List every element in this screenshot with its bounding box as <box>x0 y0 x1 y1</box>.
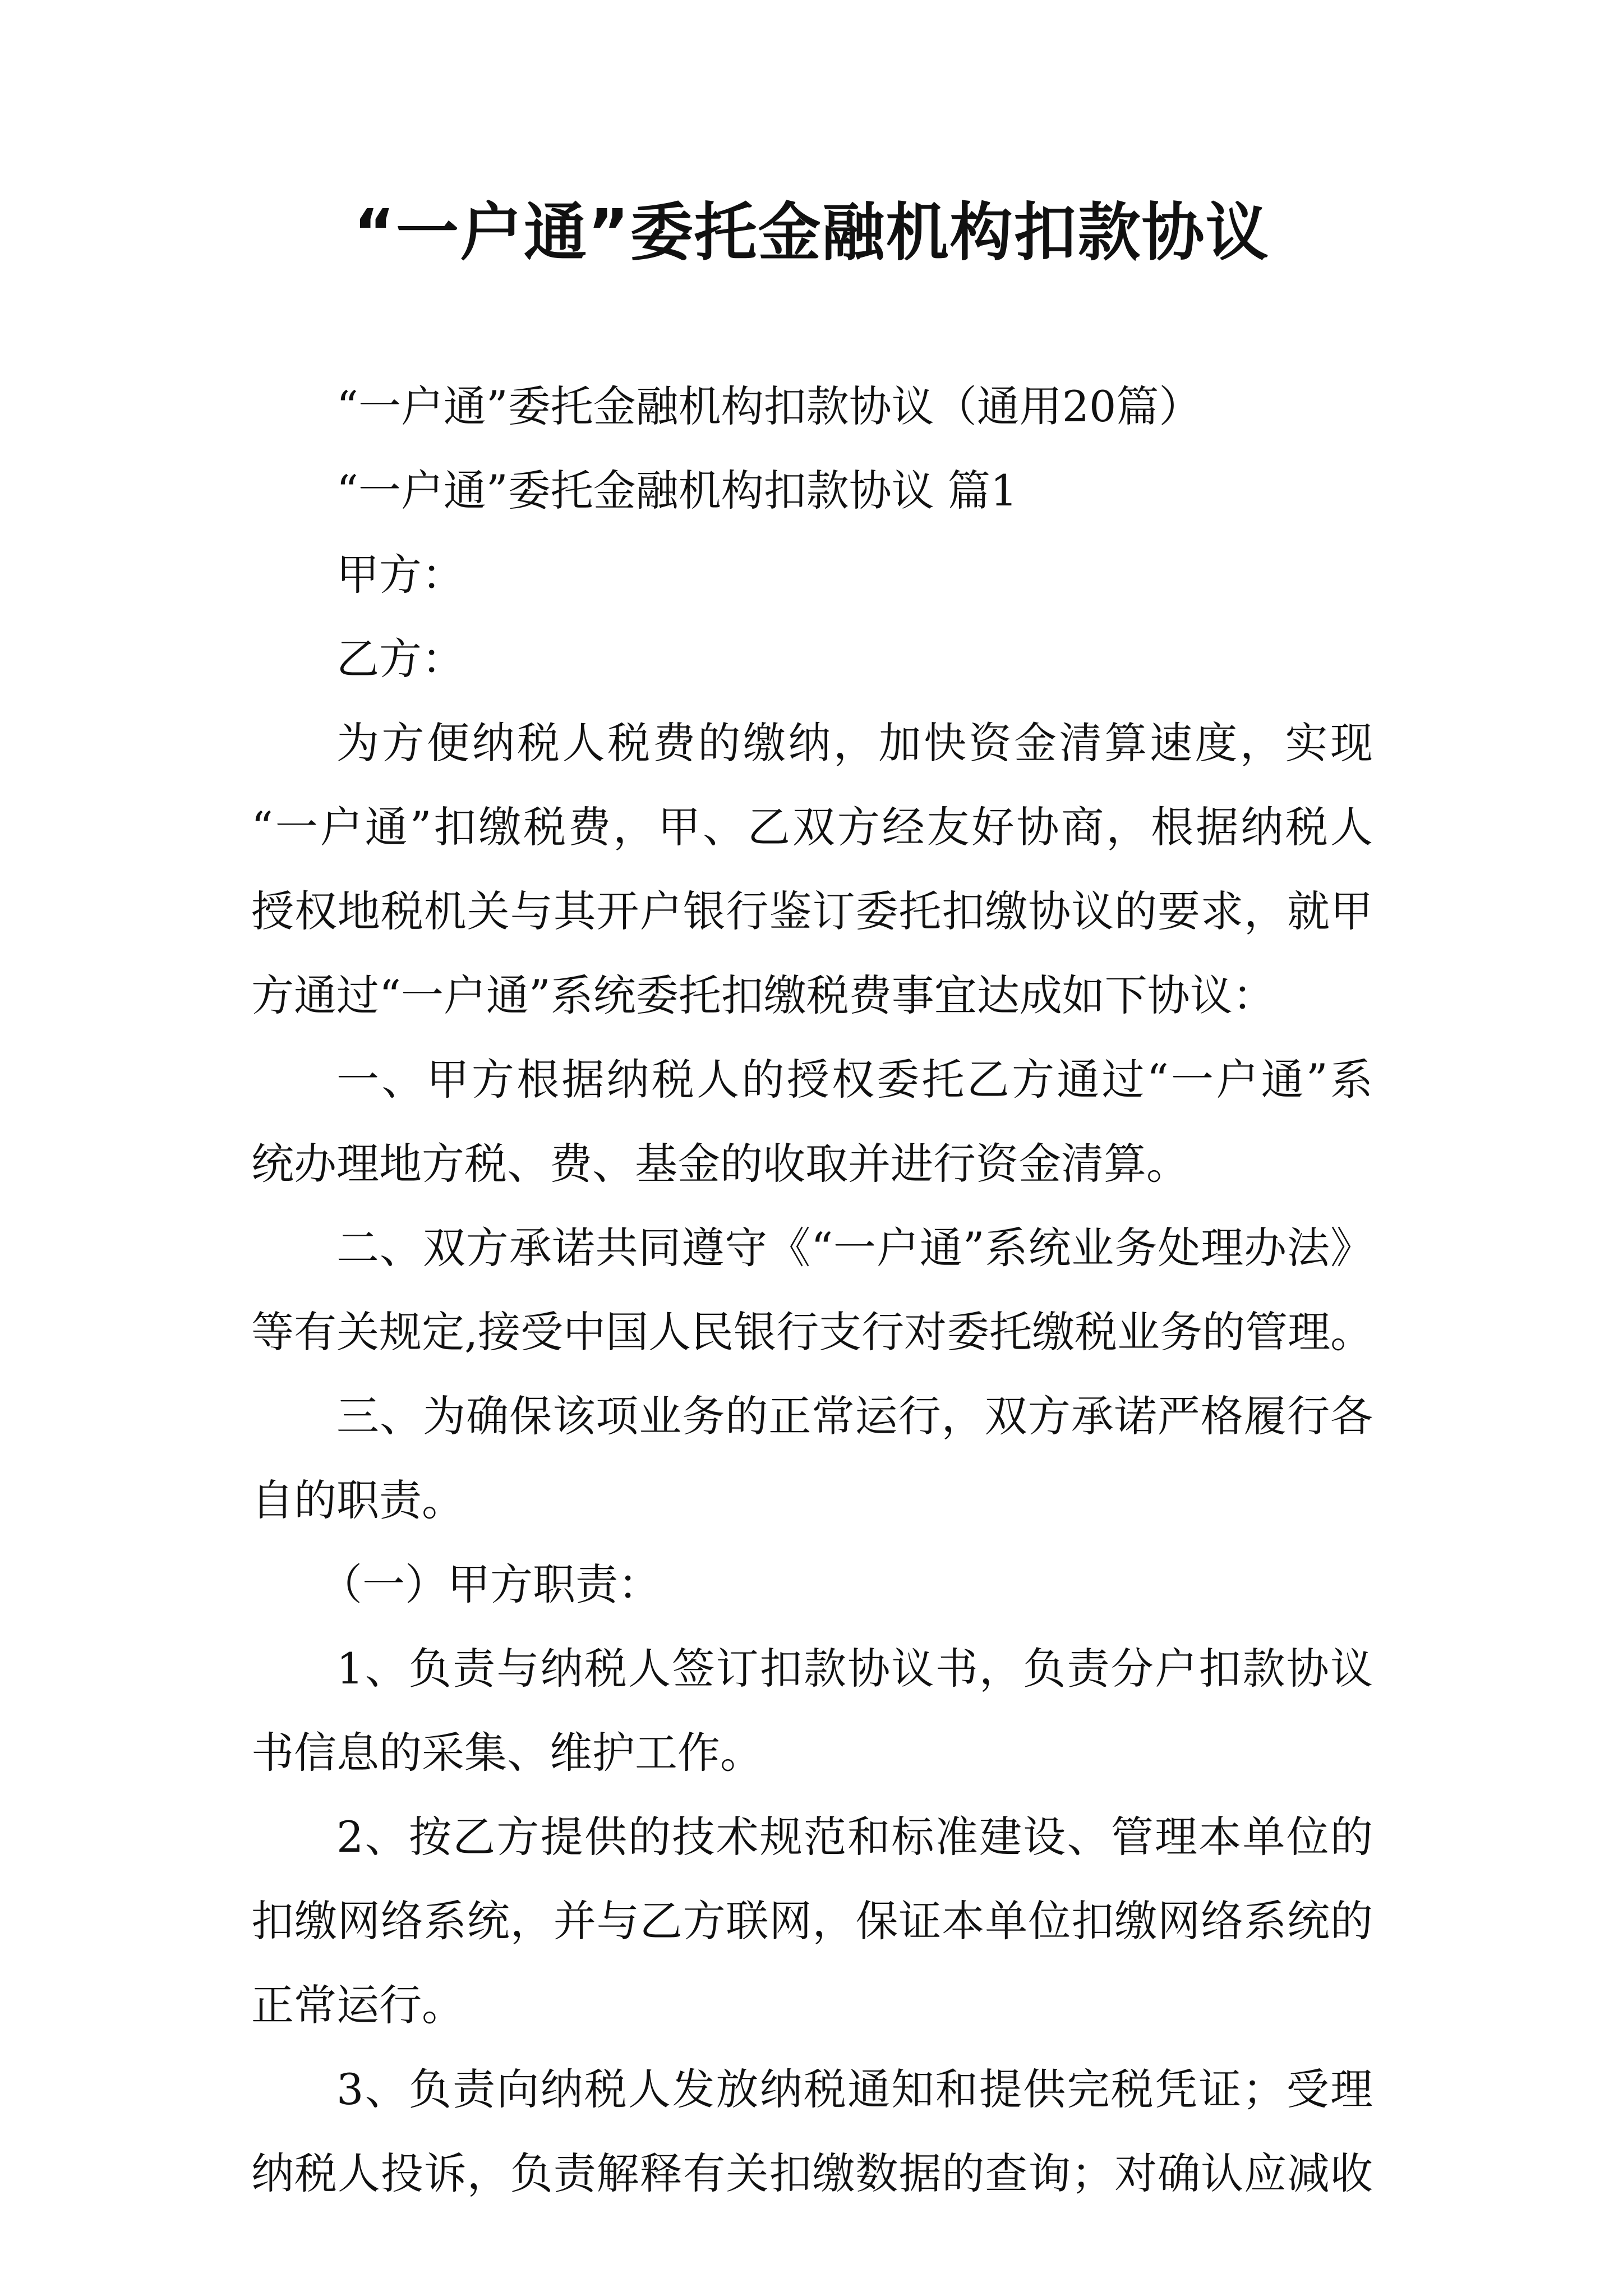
paragraph-line: 一、甲方根据纳税人的授权委托乙方通过“一户通”系 <box>336 1055 1373 1105</box>
paragraph-line: 方通过“一户通”系统委托扣缴税费事宜达成如下协议： <box>251 970 1275 1020</box>
collection-title: “一户通”委托金融机构扣款协议（通用20篇） <box>336 381 1202 431</box>
party-b-label: 乙方： <box>336 634 464 684</box>
paragraph-line: 3、负责向纳税人发放纳税通知和提供完税凭证；受理 <box>336 2064 1373 2114</box>
document-body <box>251 365 1373 2216</box>
party-a-label: 甲方： <box>336 550 464 600</box>
paragraph-line: 纳税人投诉，负责解释有关扣缴数据的查询；对确认应减收 <box>251 2148 1373 2198</box>
paragraph-line: 授权地税机关与其开户银行鉴订委托扣缴协议的要求，就甲 <box>251 886 1373 936</box>
paragraph-line: 2、按乙方提供的技术规范和标准建设、管理本单位的 <box>336 1812 1373 1862</box>
subsection-heading: （一）甲方职责： <box>320 1559 661 1609</box>
paragraph-line: 为方便纳税人税费的缴纳，加快资金清算速度，实现 <box>336 718 1373 768</box>
paragraph-line: “一户通”扣缴税费，甲、乙双方经友好协商，根据纳税人 <box>251 802 1373 852</box>
paragraph-line: 统办理地方税、费、基金的收取并进行资金清算。 <box>251 1139 1189 1189</box>
paragraph-line: 1、负责与纳税人签订扣款协议书，负责分户扣款协议 <box>336 1644 1373 1694</box>
section-heading: “一户通”委托金融机构扣款协议 篇1 <box>336 466 1018 516</box>
paragraph-line: 等有关规定,接受中国人民银行支行对委托缴税业务的管理。 <box>251 1307 1373 1357</box>
paragraph-line: 扣缴网络系统，并与乙方联网，保证本单位扣缴网络系统的 <box>251 1896 1373 1946</box>
paragraph-line: 书信息的采集、维护工作。 <box>251 1728 763 1778</box>
paragraph-line: 三、为确保该项业务的正常运行，双方承诺严格履行各 <box>336 1391 1373 1441</box>
paragraph-line: 二、双方承诺共同遵守《“一户通”系统业务处理办法》 <box>336 1223 1373 1273</box>
paragraph-line: 自的职责。 <box>251 1475 464 1525</box>
paragraph-line: 正常运行。 <box>251 1980 464 2030</box>
document-title: “一户通”委托金融机构扣款协议 <box>353 196 1270 269</box>
